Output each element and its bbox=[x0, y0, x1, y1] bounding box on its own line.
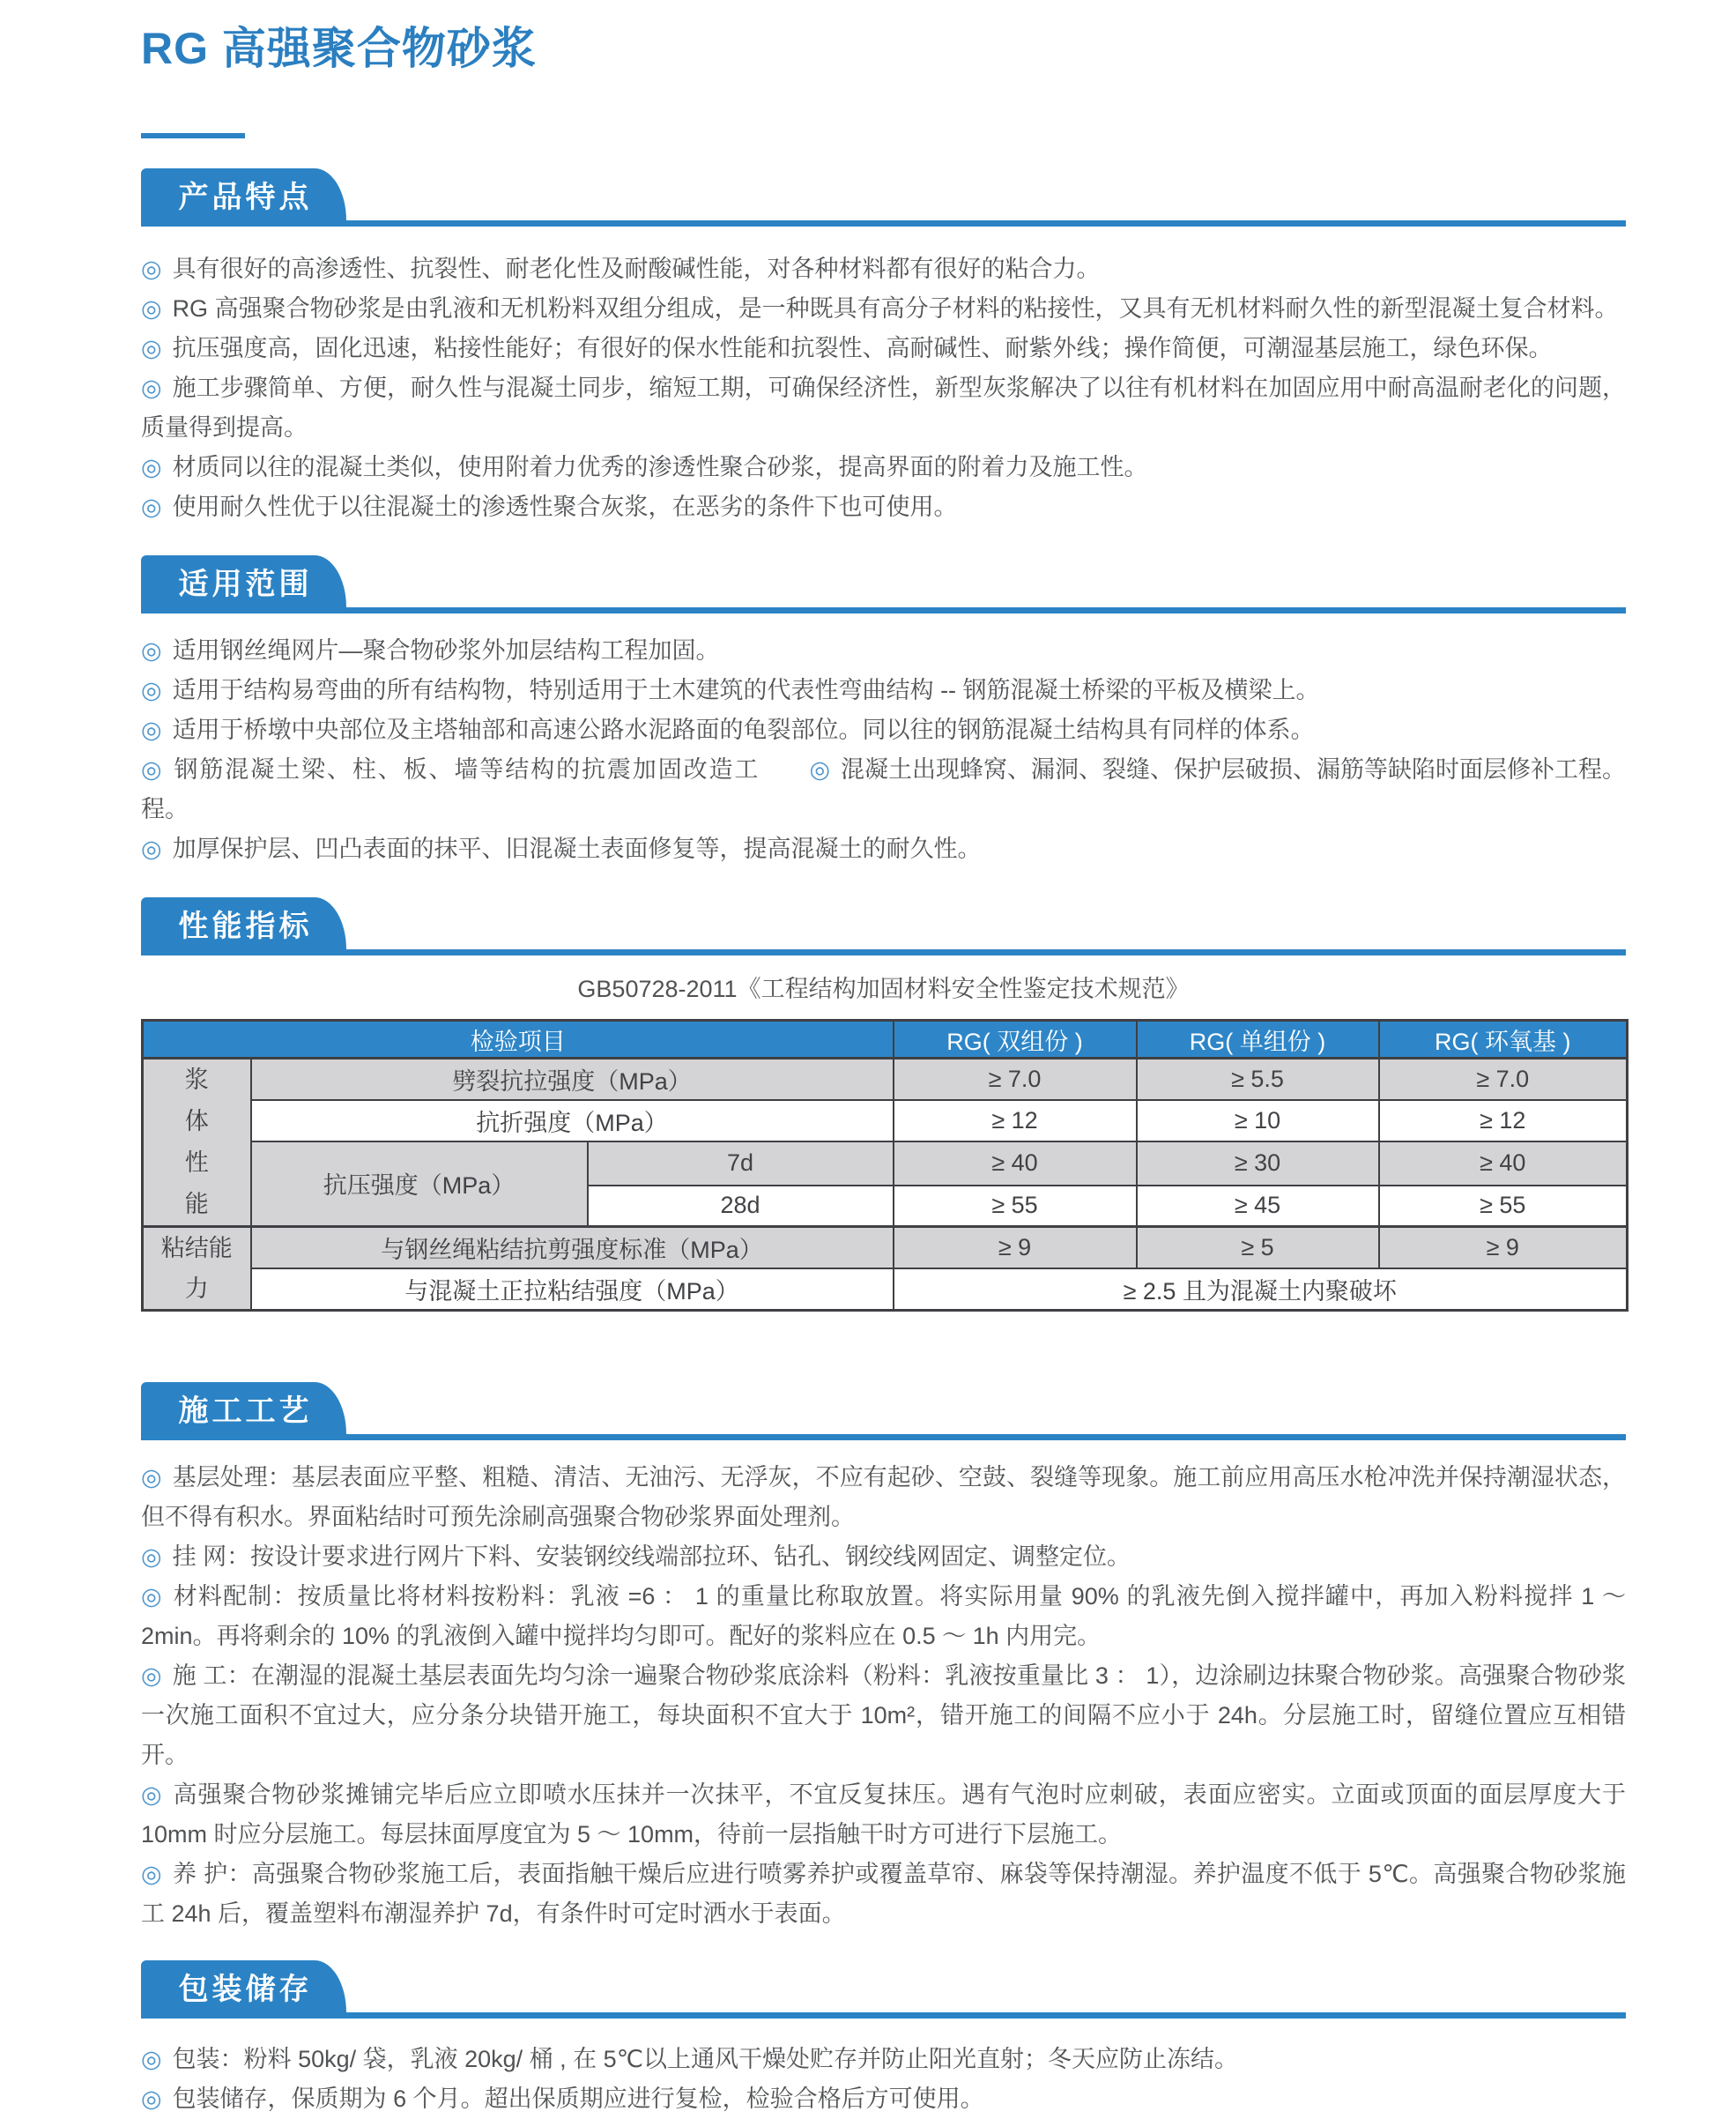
row-name-cell: 与钢丝绳粘结抗剪强度标准（MPa） bbox=[251, 1227, 894, 1269]
list-item-text: 钢筋混凝土梁、柱、板、墙等结构的抗震加固改造工程。 bbox=[141, 756, 759, 822]
table-caption: GB50728-2011《工程结构加固材料安全性鉴定技术规范》 bbox=[577, 976, 1190, 1002]
bullet-icon: ◎ bbox=[141, 295, 162, 322]
performance-table bbox=[141, 1019, 1628, 1312]
sub-cell: 7d bbox=[588, 1141, 894, 1186]
value-cell: ≥ 40 bbox=[894, 1141, 1137, 1186]
bullet-icon: ◎ bbox=[141, 1781, 163, 1808]
value-cell: ≥ 7.0 bbox=[1379, 1059, 1628, 1100]
list-item bbox=[141, 368, 1626, 448]
header-cell-rge: RG( 环氧基 ) bbox=[1379, 1021, 1628, 1059]
packaging-list bbox=[141, 2040, 1626, 2119]
table-row bbox=[143, 1100, 1628, 1141]
value-cell: ≥ 30 bbox=[1137, 1141, 1379, 1186]
header-cell-rg1: RG( 单组份 ) bbox=[1137, 1021, 1379, 1059]
table-row bbox=[143, 1059, 1628, 1100]
value-cell: ≥ 55 bbox=[894, 1186, 1137, 1227]
list-item bbox=[141, 1537, 1626, 1577]
list-item bbox=[141, 448, 1626, 487]
group-label-cell bbox=[143, 1227, 251, 1311]
value-cell: ≥ 9 bbox=[1379, 1227, 1628, 1269]
list-item-text: 适用钢丝绳网片—聚合物砂浆外加层结构工程加固。 bbox=[172, 637, 720, 664]
title-underline bbox=[141, 133, 245, 138]
value-cell: ≥ 12 bbox=[1379, 1100, 1628, 1141]
bullet-icon: ◎ bbox=[141, 717, 162, 743]
list-item-text: 具有很好的高渗透性、抗裂性、耐老化性及耐酸碱性能，对各种材料都有很好的粘合力。 bbox=[172, 256, 1101, 282]
table-row bbox=[143, 1141, 1628, 1186]
list-item bbox=[141, 1577, 1626, 1656]
bullet-icon: ◎ bbox=[141, 637, 162, 664]
dual-left bbox=[141, 750, 758, 829]
list-item-text: 材质同以往的混凝土类似，使用附着力优秀的渗透性聚合砂浆，提高界面的附着力及施工性。 bbox=[172, 454, 1148, 480]
list-item-text: 混凝土出现蜂窝、漏洞、裂缝、保护层破损、漏筋等缺陷时面层修补工程。 bbox=[841, 756, 1626, 783]
group-label-cell bbox=[143, 1059, 251, 1227]
group-label-text: 粘结能力 bbox=[160, 1235, 233, 1302]
list-item-text: 基层处理：基层表面应平整、粗糙、清洁、无油污、无浮灰，不应有起砂、空鼓、裂缝等现象。施工前应用高压水枪冲洗并保持潮湿状态，但不得有积水。界面粘结时可预先涂刷高强聚合物砂浆界面处理剂。 bbox=[141, 1464, 1627, 1530]
row-name-cell: 劈裂抗拉强度（MPa） bbox=[251, 1059, 894, 1100]
section-heading-label: 施工工艺 bbox=[178, 1394, 313, 1428]
list-item bbox=[141, 1855, 1626, 1934]
list-item bbox=[141, 289, 1626, 329]
section-heading-label: 性能指标 bbox=[178, 910, 313, 943]
section-badge-features bbox=[141, 168, 346, 220]
scope-list bbox=[141, 631, 1626, 869]
section-heading-label: 适用范围 bbox=[178, 568, 313, 601]
bullet-icon: ◎ bbox=[141, 1662, 162, 1689]
row-name-cell: 与混凝土正拉粘结强度（MPa） bbox=[251, 1268, 894, 1311]
list-item-text: 包装储存，保质期为 6 个月。超出保质期应进行复检，检验合格后方可使用。 bbox=[172, 2086, 984, 2112]
list-item bbox=[141, 1775, 1626, 1855]
table-header-row bbox=[143, 1021, 1628, 1059]
list-item-text: 施工步骤简单、方便，耐久性与混凝土同步，缩短工期，可确保经济性，新型灰浆解决了以往有机材料在加固应用中耐高温耐老化的问题，质量得到提高。 bbox=[141, 375, 1627, 441]
row-name-cell: 抗折强度（MPa） bbox=[251, 1100, 894, 1141]
bullet-icon: ◎ bbox=[141, 375, 162, 401]
group-label-text: 浆体性能 bbox=[184, 1067, 209, 1217]
section-rule-scope bbox=[141, 555, 1626, 613]
value-cell: ≥ 5 bbox=[1137, 1227, 1379, 1269]
row-name-cell: 抗压强度（MPa） bbox=[251, 1141, 588, 1227]
list-item bbox=[141, 249, 1626, 289]
section-rule-features bbox=[141, 168, 1626, 227]
list-item-text: 挂 网：按设计要求进行网片下料、安装钢绞线端部拉环、钻孔、钢绞线网固定、调整定位。 bbox=[172, 1543, 1131, 1570]
value-cell: ≥ 12 bbox=[894, 1100, 1137, 1141]
list-item bbox=[141, 829, 1626, 869]
list-item-text: 适用于桥墩中央部位及主塔轴部和高速公路水泥路面的龟裂部位。同以往的钢筋混凝土结构具有同样的体系。 bbox=[172, 717, 1315, 743]
header-cell-rg2: RG( 双组份 ) bbox=[894, 1021, 1137, 1059]
bullet-icon: ◎ bbox=[141, 454, 162, 480]
bullet-icon: ◎ bbox=[141, 756, 164, 783]
value-cell: ≥ 10 bbox=[1137, 1100, 1379, 1141]
dual-right bbox=[809, 750, 1626, 829]
list-item-text: 包装：粉料 50kg/ 袋，乳液 20kg/ 桶 , 在 5℃以上通风干燥处贮存并防止阳光直射；冬天应防止冻结。 bbox=[172, 2046, 1239, 2072]
list-item-text: 抗压强度高，固化迅速，粘接性能好；有很好的保水性能和抗裂性、高耐碱性、耐紫外线；操作简便，可潮湿基层施工，绿色环保。 bbox=[172, 335, 1553, 361]
section-heading-label: 产品特点 bbox=[178, 181, 313, 214]
features-list bbox=[141, 249, 1626, 527]
value-cell: ≥ 55 bbox=[1379, 1186, 1628, 1227]
value-cell: ≥ 45 bbox=[1137, 1186, 1379, 1227]
list-item-text: 加厚保护层、凹凸表面的抹平、旧混凝土表面修复等，提高混凝土的耐久性。 bbox=[172, 836, 982, 862]
list-item-text: 高强聚合物砂浆摊铺完毕后应立即喷水压抹并一次抹平，不宜反复抹压。遇有气泡时应刺破，表面应密实。立面或顶面的面层厚度大于 10mm 时应分层施工。每层抹面厚度宜为 5 ～ 10mm，待前一层指触干时方可进行下层施工。 bbox=[141, 1781, 1627, 1848]
value-cell: ≥ 40 bbox=[1379, 1141, 1628, 1186]
list-item-dual bbox=[141, 750, 1626, 829]
table-row bbox=[143, 1227, 1628, 1269]
list-item bbox=[141, 1458, 1626, 1537]
bullet-icon: ◎ bbox=[809, 756, 830, 783]
bullet-icon: ◎ bbox=[141, 1861, 162, 1887]
bullet-icon: ◎ bbox=[141, 836, 162, 862]
list-item bbox=[141, 329, 1626, 368]
list-item bbox=[141, 671, 1626, 710]
list-item bbox=[141, 710, 1626, 750]
list-item-text: 施 工：在潮湿的混凝土基层表面先均匀涂一遍聚合物砂浆底涂料（粉料：乳液按重量比 3 ： 1），边涂刷边抹聚合物砂浆。高强聚合物砂浆一次施工面积不宜过大，应分条分块错开施工，每块面积不宜大于 10m²，错开施工的间隔不应小于 24h。分层施工时，留缝位置应互相错开。 bbox=[141, 1662, 1626, 1768]
table-row bbox=[143, 1268, 1628, 1311]
list-item bbox=[141, 1656, 1626, 1775]
list-item bbox=[141, 487, 1626, 527]
list-item bbox=[141, 2079, 1626, 2119]
process-list bbox=[141, 1458, 1626, 1934]
list-item bbox=[141, 631, 1626, 671]
value-cell: ≥ 9 bbox=[894, 1227, 1137, 1269]
list-item bbox=[141, 2040, 1626, 2079]
bullet-icon: ◎ bbox=[141, 1464, 162, 1491]
bullet-icon: ◎ bbox=[141, 256, 162, 282]
list-item-text: 材料配制：按质量比将材料按粉料：乳液 =6 ： 1 的重量比称取放置。将实际用量 90% 的乳液先倒入搅拌罐中，再加入粉料搅拌 1 ～ 2min。再将剩余的 10% 的乳液倒入罐中搅拌均匀即可。配好的浆料应在 0.5 ～ 1h 内用完。 bbox=[141, 1583, 1627, 1649]
bullet-icon: ◎ bbox=[141, 2086, 162, 2112]
section-rule-packaging bbox=[141, 1960, 1626, 2019]
header-cell-item: 检验项目 bbox=[143, 1021, 894, 1059]
section-badge-process bbox=[141, 1382, 346, 1434]
section-badge-packaging bbox=[141, 1960, 346, 2012]
section-rule-process bbox=[141, 1382, 1626, 1440]
section-badge-scope bbox=[141, 555, 346, 607]
list-item-text: 使用耐久性优于以往混凝土的渗透性聚合灰浆，在恶劣的条件下也可使用。 bbox=[172, 494, 958, 520]
sub-cell: 28d bbox=[588, 1186, 894, 1227]
value-span-cell: ≥ 2.5 且为混凝土内聚破坏 bbox=[894, 1268, 1628, 1311]
list-item-text: 养 护：高强聚合物砂浆施工后，表面指触干燥后应进行喷雾养护或覆盖草帘、麻袋等保持潮湿。养护温度不低于 5℃。高强聚合物砂浆施工 24h 后，覆盖塑料布潮湿养护 7d，有条件时可定时洒水于表面。 bbox=[141, 1861, 1626, 1927]
bullet-icon: ◎ bbox=[141, 335, 162, 361]
page-title: RG 高强聚合物砂浆 bbox=[141, 24, 537, 73]
bullet-icon: ◎ bbox=[141, 1583, 163, 1610]
value-cell: ≥ 5.5 bbox=[1137, 1059, 1379, 1100]
bullet-icon: ◎ bbox=[141, 1543, 162, 1570]
section-heading-label: 包装储存 bbox=[178, 1973, 313, 2006]
list-item-text: 适用于结构易弯曲的所有结构物，特别适用于土木建筑的代表性弯曲结构 -- 钢筋混凝土桥梁的平板及横梁上。 bbox=[172, 677, 1320, 703]
value-cell: ≥ 7.0 bbox=[894, 1059, 1137, 1100]
section-rule-performance bbox=[141, 897, 1626, 955]
bullet-icon: ◎ bbox=[141, 494, 162, 520]
section-badge-performance bbox=[141, 897, 346, 949]
bullet-icon: ◎ bbox=[141, 2046, 162, 2072]
bullet-icon: ◎ bbox=[141, 677, 162, 703]
list-item-text: RG 高强聚合物砂浆是由乳液和无机粉料双组分组成，是一种既具有高分子材料的粘接性，又具有无机材料耐久性的新型混凝土复合材料。 bbox=[172, 295, 1619, 322]
